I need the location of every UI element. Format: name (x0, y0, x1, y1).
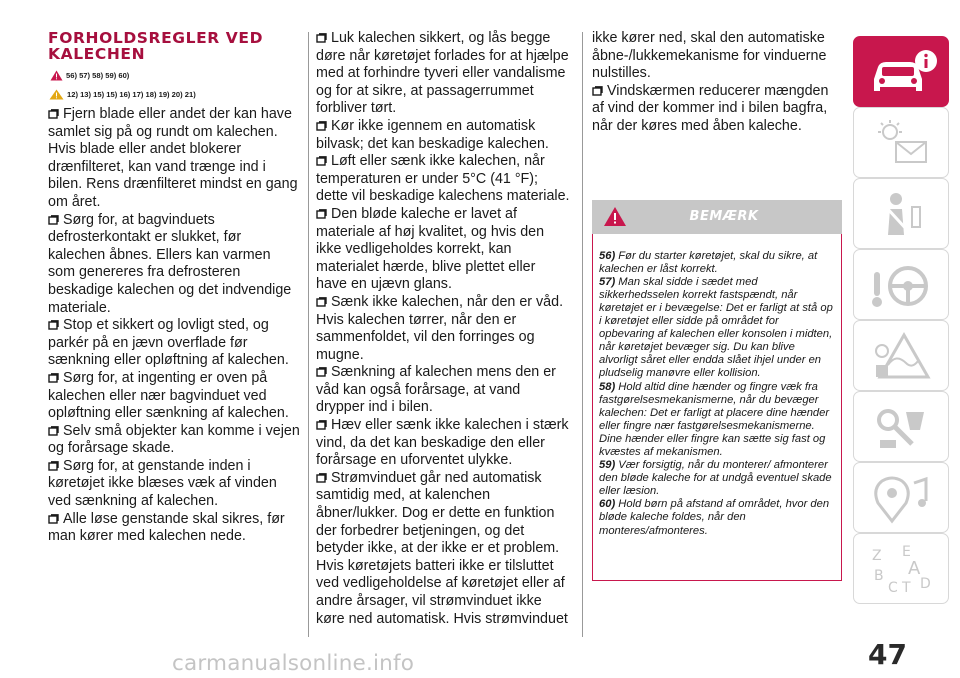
tab-technical-data[interactable] (853, 462, 949, 533)
bullet-icon (316, 121, 327, 131)
list-item-text: Sænkning af kalechen mens den er våd kan også forårsage, at vand drypper ind i bilen. (316, 364, 556, 416)
svg-text:Z: Z (872, 548, 882, 564)
list-item (48, 511, 300, 546)
safety-icon (868, 187, 938, 242)
bullet-icon (48, 320, 59, 330)
list-item-text: Selv små objekter kan komme i vejen og forårsage skade. (48, 422, 300, 457)
column-1 (48, 30, 300, 546)
list-item (316, 417, 570, 470)
bullet-icon (316, 420, 327, 430)
technical-data-icon (868, 471, 938, 526)
tab-index[interactable] (853, 533, 949, 604)
note-title: BEMÆRK (689, 208, 759, 224)
column-divider-2 (582, 32, 583, 637)
list-item-text: Alle løse genstande skal sikres, før man kører med kalechen nede. (48, 510, 285, 545)
bullet-icon (316, 156, 327, 166)
maintenance-icon (868, 400, 938, 455)
list-item (48, 106, 300, 212)
column-3 (592, 30, 842, 581)
column-divider-1 (308, 32, 309, 637)
list-item (316, 118, 570, 153)
caution-refs-text: 12) 13) 15) 15) 16) 17) 18) 19) 20) 21) (67, 89, 196, 99)
svg-text:E: E (902, 544, 911, 560)
note-number: 57) (599, 275, 616, 288)
list-item-text: Sørg for, at bagvinduets defrosterkontakt er slukket, før kalechen åbnes. Ellers kan varmen som genereres fra defrosteren beskadige kalechen og det indvendige materiale. (48, 211, 292, 316)
bullet-icon (48, 109, 59, 119)
svg-text:C: C (888, 580, 898, 596)
list-item (48, 370, 300, 423)
note-item (599, 381, 835, 460)
bullet-icon (48, 461, 59, 471)
list-item-text: Sørg for, at genstande inden i køretøjet ikke blæses væk af vinden ved sænkning af kalechen. (48, 457, 277, 510)
warning-triangle-icon (603, 206, 627, 227)
list-item (316, 206, 570, 294)
svg-text:A: A (908, 558, 921, 579)
list-item-text: Luk kalechen sikkert, og lås begge døre når køretøjet forlades for at hjælpe med at forhindre tyveri eller vandalisme og for at sikre, at passagerrummet forbliver tørt. (316, 30, 569, 117)
list-item (316, 294, 570, 364)
svg-text:D: D (920, 576, 931, 592)
bullet-icon (48, 215, 59, 225)
list-item (48, 458, 300, 511)
svg-text:B: B (874, 568, 884, 584)
bullet-icon (592, 86, 603, 96)
list-item (316, 470, 570, 628)
warning-triangle-icon (50, 70, 63, 81)
watermark: carmanualsonline.info (172, 651, 415, 676)
caution-refs (48, 89, 300, 100)
note-item (599, 276, 835, 381)
tab-warning-lights[interactable] (853, 107, 949, 178)
warning-lights-icon (868, 116, 938, 171)
bullet-icon (316, 209, 327, 219)
starting-driving-icon (868, 258, 938, 313)
note-number: 58) (599, 380, 616, 393)
column-2 (316, 30, 570, 628)
bullet-icon (48, 514, 59, 524)
list-item-text: Kør ikke igennem en automatisk bilvask; det kan beskadige kalechen. (316, 117, 549, 152)
note-text: Hold børn på afstand af området, hvor den bløde kaleche foldes, når den monteres/afmonteres. (599, 498, 830, 537)
warning-refs-text: 56) 57) 58) 59) 60) (66, 70, 130, 80)
list-item-text: Den bløde kaleche er lavet af materiale af høj kvalitet, og hvis den ikke vedligeholdes korrekt, kan materialet hærde, blive plettet eller have en ujævn glans. (316, 205, 545, 293)
tab-safety[interactable] (853, 178, 949, 249)
list-item-text: Strømvinduet går ned automatisk samtidig med, at kalenchen åbner/lukker. Dog er dette en funktion der forbedrer betjeningen, og det betyder ikke, at der ikke er et problem. Hvis køretøjets batteri ikke er tilsluttet ved vedligeholdelse af køretøjet eller af andre årsager, vil strømvinduet ikke køre ned automatisk. Hvis strømvinduet (316, 469, 568, 627)
list-item-text: Hæv eller sænk ikke kalechen i stærk vind, da det kan beskadige den eller forårsage en uforventet ulykke. (316, 417, 569, 469)
list-item (316, 153, 570, 206)
note-item (599, 250, 835, 276)
bullet-icon (316, 367, 327, 377)
list-item-text: Sænk ikke kalechen, når den er våd. Hvis kalechen tørrer, når den er sammenfoldet, vil den forringes og mugne. (316, 293, 564, 363)
tab-starting-driving[interactable] (853, 249, 949, 320)
continued-text: ikke kører ned, skal den automatiske åbne-/lukkemekanisme for vinduerne nulstilles. (592, 30, 827, 82)
list-item (316, 30, 570, 118)
note-item (599, 498, 835, 537)
note-text: Vær forsigtig, når du monterer/ afmonterer den bløde kaleche for at undgå eventuel skade eller læsion. (599, 459, 832, 498)
tab-maintenance[interactable] (853, 391, 949, 462)
svg-text:T: T (902, 580, 911, 596)
list-item (48, 212, 300, 318)
tab-car-info[interactable] (853, 36, 949, 107)
list-item-text: Vindskærmen reducerer mængden af vind der kommer ind i bilen bagfra, når der køres med åben kaleche. (592, 82, 829, 134)
bullet-icon (48, 426, 59, 436)
tab-emergency[interactable] (853, 320, 949, 391)
note-header (592, 200, 842, 234)
note-number: 56) (599, 249, 616, 262)
section-title: FORHOLDSREGLER VED KALECHEN (48, 29, 264, 63)
bullet-icon (316, 473, 327, 483)
note-item (599, 459, 835, 498)
emergency-icon (868, 329, 938, 384)
list-item (592, 83, 842, 136)
note-text: Hold altid dine hænder og fingre væk fra fastgørelsesmekanismerne, når du bevæger kalechen: Det er farligt at placere dine hænder eller fingre nær fastgørelsesmekanismerne. Dine hænder eller fingre kan sætte sig fast og kvæstes af mekanismen. (599, 380, 830, 458)
index-icon (868, 542, 938, 597)
list-item (48, 423, 300, 458)
bullet-icon (48, 373, 59, 383)
list-item-text: Stop et sikkert og lovligt sted, og parkér på en jævn overflade før sænkning eller opløftning af kalechen. (48, 317, 289, 369)
car-info-icon (868, 45, 938, 100)
note-text: Man skal sidde i sædet med sikkerhedsselen korrekt fastspændt, når køretøjet er i bevægelse: Det er farligt at stå op i køretøjet eller sidde på området for opbevaring af kalechen eller konsolen i midten, når køretøjet bevæger sig. Du kan blive alvorligt såret eller endda slået ihjel under en pludselig manøvre eller kollision. (599, 275, 833, 380)
note-number: 59) (599, 459, 616, 472)
note-text: Før du starter køretøjet, skal du sikre, at kalechen er låst korrekt. (599, 249, 818, 275)
list-item (316, 364, 570, 417)
list-item (48, 317, 300, 370)
caution-triangle-icon (49, 89, 64, 100)
list-item-text: Sørg for, at ingenting er oven på kalechen eller nær bagvinduet ved opløftning eller sænkning af kalechen. (48, 369, 289, 422)
page-number: 47 (868, 638, 907, 671)
bullet-icon (316, 33, 327, 43)
warning-refs (48, 70, 300, 81)
list-item-text: Fjern blade eller andet der kan have samlet sig på og rundt om kalechen. Hvis blade eller andet blokerer drænfilteret, kan vand trænge ind i bilen. Rens drænfilteret mindst en gang om året. (48, 106, 298, 210)
note-box (592, 234, 842, 581)
bullet-icon (316, 297, 327, 307)
note-number: 60) (599, 498, 616, 511)
list-item-text: Løft eller sænk ikke kalechen, når temperaturen er under 5°C (41 °F); dette vil beskadige kalechens materiale. (316, 153, 570, 205)
